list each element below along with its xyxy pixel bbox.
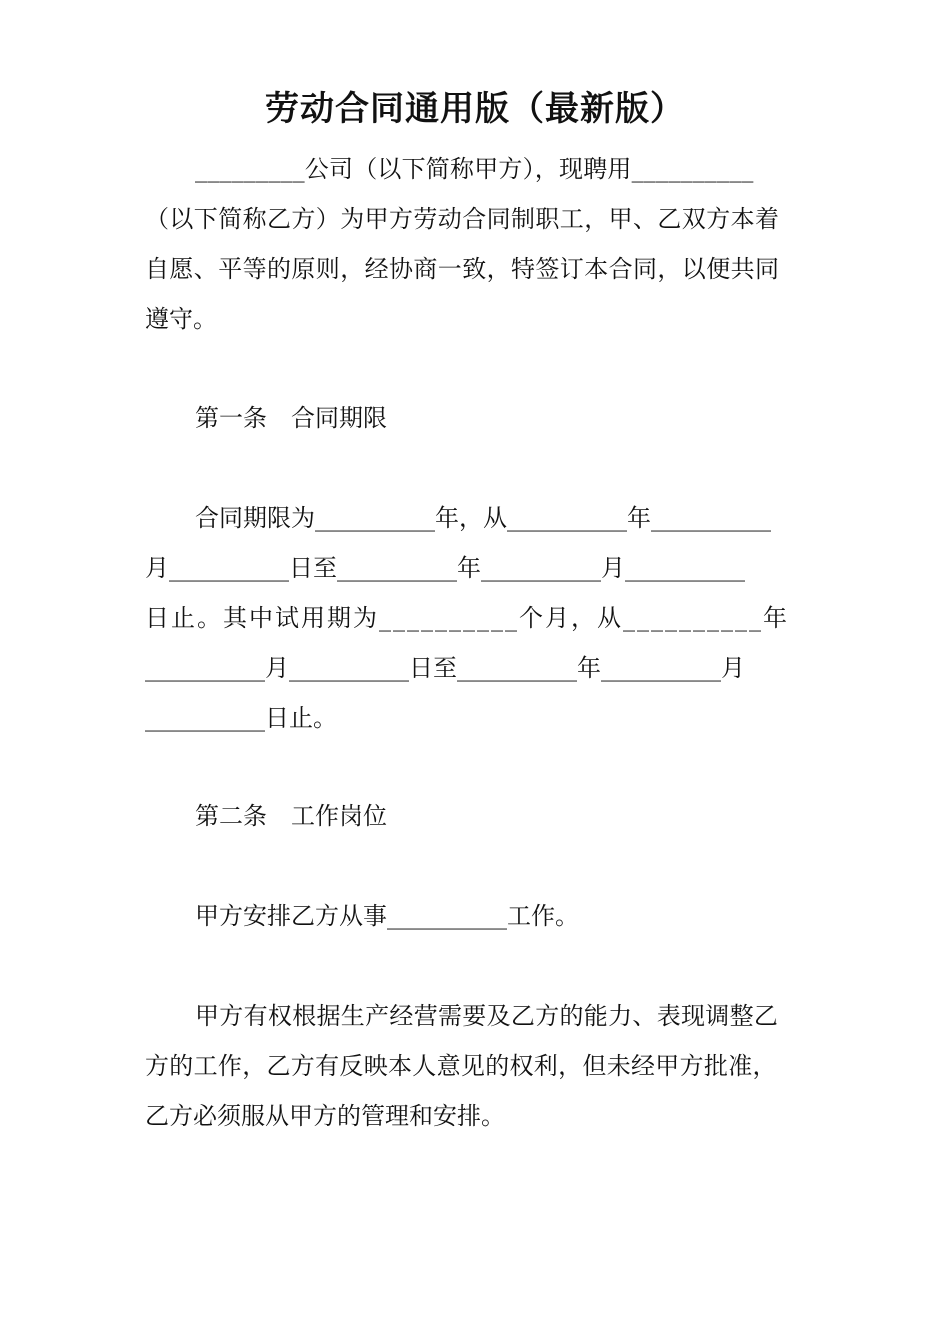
document-title: 劳动合同通用版（最新版） [265,89,685,129]
intro-line-2: （以下简称乙方）为甲方劳动合同制职工，甲、乙双方本着 [145,205,780,233]
intro-paragraph [145,144,808,344]
term-line-3: 日止。其中试用期为__________个月，从__________年 [145,604,789,632]
article-2-assignment-paragraph [145,891,808,941]
intro-line-4: 遵守。 [145,305,217,333]
article-2-heading: 第二条 工作岗位 [195,802,387,830]
term-line-4: __________月__________日至__________年__________月 [145,654,745,682]
term-line-1: 合同期限为__________年，从__________年__________ [195,504,771,532]
article-1-term-paragraph [145,493,808,743]
article-1-heading: 第一条 合同期限 [195,404,387,432]
assignment-line: 甲方安排乙方从事__________工作。 [195,902,579,930]
intro-line-3: 自愿、平等的原则，经协商一致，特签订本合同，以便共同 [145,255,780,283]
term-line-5: __________日止。 [145,704,337,732]
adjustment-line-1: 甲方有权根据生产经营需要及乙方的能力、表现调整乙 [195,1002,779,1030]
article-2-adjustment-paragraph [145,991,808,1141]
adjustment-line-2: 方的工作，乙方有反映本人意见的权利，但未经甲方批准， [145,1052,777,1080]
intro-line-1: _________公司（以下简称甲方），现聘用__________ [195,155,754,183]
adjustment-line-3: 乙方必须服从甲方的管理和安排。 [145,1102,505,1130]
term-line-2: 月__________日至__________年__________月__________ [145,554,745,582]
